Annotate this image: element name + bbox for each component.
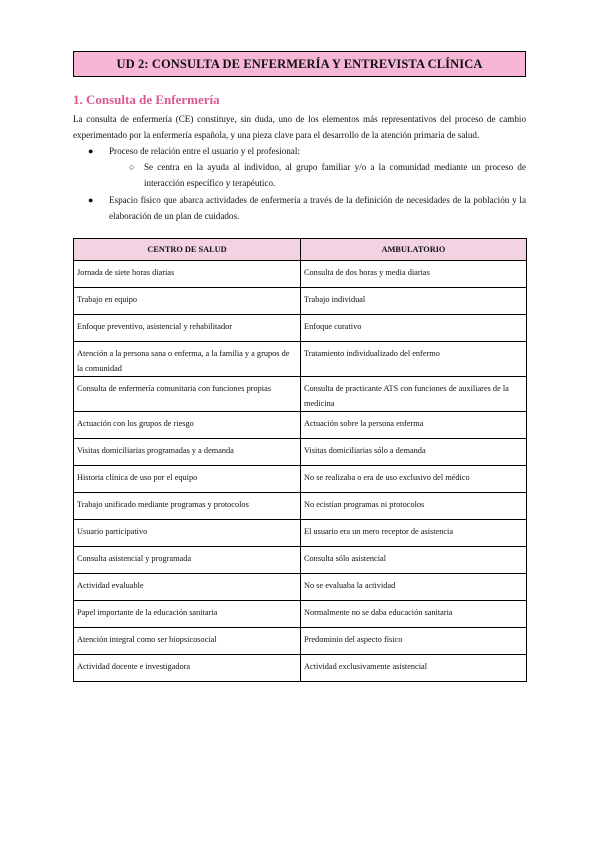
table-row [74, 377, 527, 412]
table-row [74, 574, 527, 601]
cell-centro-de-salud: Historia clínica de uso por el equipo [74, 466, 301, 493]
cell-centro-de-salud: Consulta asistencial y programada [74, 547, 301, 574]
bullet-dot-icon: ● [88, 146, 94, 156]
list-item-text: Espacio físico que abarca actividades de enfermería a través de la definición de necesidades de la población y la elaboración de un plan de cuidados. [109, 195, 526, 221]
cell-centro-de-salud: Jornada de siete horas diarias [74, 261, 301, 288]
cell-ambulatorio: No se realizaba o era de uso exclusivo del médico [301, 466, 527, 493]
cell-ambulatorio: El usuario era un mero receptor de asistencia [301, 520, 527, 547]
section-heading: 1. Consulta de Enfermería [73, 92, 220, 107]
table-row [74, 412, 527, 439]
cell-centro-de-salud: Papel importante de la educación sanitaria [74, 601, 301, 628]
table-row [74, 493, 527, 520]
cell-ambulatorio: Predominio del aspecto físico [301, 628, 527, 655]
cell-centro-de-salud: Actuación con los grupos de riesgo [74, 412, 301, 439]
column-header-centro: CENTRO DE SALUD [74, 239, 301, 261]
bullet-circle-icon: ○ [129, 162, 135, 172]
cell-ambulatorio: Tratamiento individualizado del enfermo [301, 342, 527, 377]
comparison-table [73, 238, 527, 682]
table-row [74, 439, 527, 466]
cell-ambulatorio: Enfoque curativo [301, 315, 527, 342]
table-row [74, 288, 527, 315]
sub-bullet-list [109, 159, 526, 191]
column-header-ambulatorio: AMBULATORIO [301, 239, 527, 261]
cell-ambulatorio: Normalmente no se daba educación sanitaria [301, 601, 527, 628]
cell-ambulatorio: No se evaluaba la actividad [301, 574, 527, 601]
table-row [74, 261, 527, 288]
list-item [73, 143, 526, 191]
cell-centro-de-salud: Usuario participativo [74, 520, 301, 547]
table-row [74, 547, 527, 574]
cell-centro-de-salud: Trabajo en equipo [74, 288, 301, 315]
unit-title: UD 2: CONSULTA DE ENFERMERÍA Y ENTREVISTA CLÍNICA [73, 51, 526, 77]
cell-ambulatorio: Actividad exclusivamente asistencial [301, 655, 527, 682]
list-item-text: Proceso de relación entre el usuario y el profesional: [109, 146, 300, 156]
cell-centro-de-salud: Atención a la persona sana o enferma, a la familia y a grupos de la comunidad [74, 342, 301, 377]
cell-centro-de-salud: Enfoque preventivo, asistencial y rehabilitador [74, 315, 301, 342]
cell-ambulatorio: No ecistían programas ni protocolos [301, 493, 527, 520]
list-item [73, 192, 526, 224]
cell-centro-de-salud: Actividad evaluable [74, 574, 301, 601]
table-body [74, 261, 527, 682]
intro-paragraph: La consulta de enfermería (CE) constituye, sin duda, uno de los elementos más representativos del proceso de cambio experimentado por la enfermería española, y una pieza clave para el desarrollo de la atención primaria de salud. [73, 114, 526, 140]
table-row [74, 315, 527, 342]
bullet-dot-icon: ● [88, 195, 94, 205]
cell-ambulatorio: Consulta de practicante ATS con funciones de auxiliares de la medicina [301, 377, 527, 412]
table-header-row [74, 239, 527, 261]
sub-list-item-text: Se centra en la ayuda al individuo, al grupo familiar y/o a la comunidad mediante un proceso de interacción específico y terapéutico. [144, 162, 526, 188]
table-row [74, 520, 527, 547]
bullet-list [73, 143, 526, 224]
cell-centro-de-salud: Trabajo unificado mediante programas y protocolos [74, 493, 301, 520]
sub-list-item [109, 159, 526, 191]
table-row [74, 466, 527, 493]
table-row [74, 628, 527, 655]
cell-centro-de-salud: Visitas domiciliarias programadas y a demanda [74, 439, 301, 466]
cell-ambulatorio: Consulta sólo asistencial [301, 547, 527, 574]
table-row [74, 342, 527, 377]
cell-centro-de-salud: Actividad docente e investigadora [74, 655, 301, 682]
table-row [74, 601, 527, 628]
cell-centro-de-salud: Consulta de enfermería comunitaria con funciones propias [74, 377, 301, 412]
cell-ambulatorio: Trabajo individual [301, 288, 527, 315]
cell-centro-de-salud: Atención integral como ser biopsicosocial [74, 628, 301, 655]
cell-ambulatorio: Visitas domiciliarias sólo a demanda [301, 439, 527, 466]
cell-ambulatorio: Actuación sobre la persona enferma [301, 412, 527, 439]
cell-ambulatorio: Consulta de dos horas y media diarias [301, 261, 527, 288]
table-row [74, 655, 527, 682]
